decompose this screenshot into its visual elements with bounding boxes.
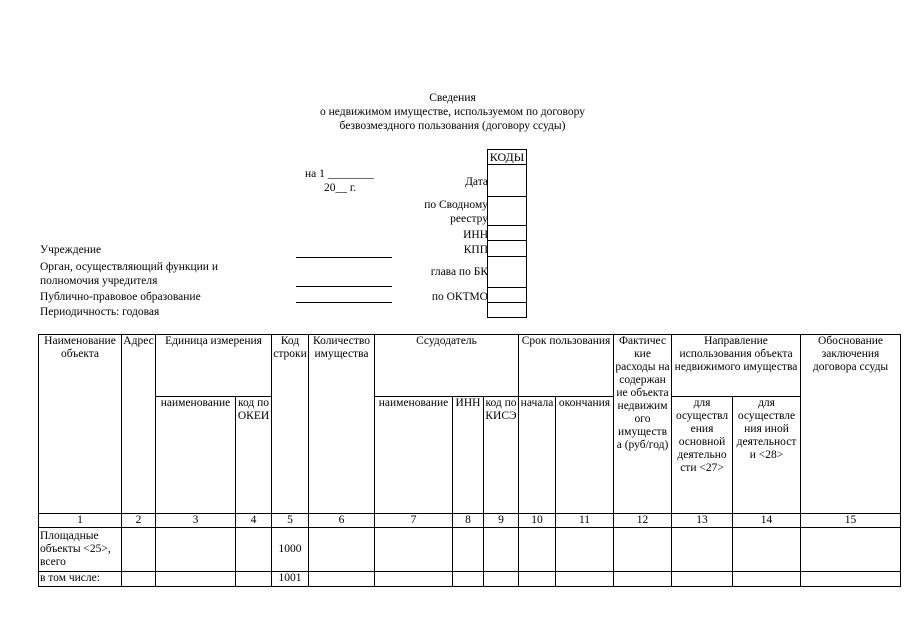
header-unit: Единица измерения [156,335,272,397]
cell[interactable] [122,528,156,572]
codes-label-registry-1: по Сводному [424,199,488,211]
cell[interactable] [453,572,484,587]
colnum-12: 12 [614,514,672,528]
colnum-3: 3 [156,514,236,528]
codes-label-registry-2: реестру [450,213,488,225]
report-title: Сведения [429,92,476,104]
cell[interactable] [556,528,614,572]
label-authority-2: полномочия учредителя [40,275,158,287]
cell[interactable] [484,528,519,572]
colnum-13: 13 [672,514,733,528]
header-unit-name: наименование [156,397,236,514]
cell[interactable] [733,528,801,572]
cell[interactable] [156,572,236,587]
header-lender-kise: код по КИСЭ [484,397,519,514]
header-lender: Ссудодатель [375,335,519,397]
colnum-7: 7 [375,514,453,528]
cell[interactable] [122,572,156,587]
header-direction-other: для осуществле ния иной деятельност и <28> [733,397,801,514]
codes-label-bk: глава по БК [430,266,488,278]
header-address: Адрес [122,335,156,514]
code-cell-date[interactable] [488,165,527,197]
header-justification: Обоснование заключения договора ссуды [801,335,901,514]
property-table [38,334,901,587]
colnum-9: 9 [484,514,519,528]
header-direction-main: для осуществл ения основной деятельно сти <27> [672,397,733,514]
header-row-code: Код строки [272,335,309,514]
report-subtitle-line2: безвозмездного пользования (договору ссуды) [339,120,566,132]
header-lender-name: наименование [375,397,453,514]
colnum-11: 11 [556,514,614,528]
date-prefix: на 1 ________ [305,168,374,180]
label-institution: Учреждение [40,244,102,256]
cell[interactable] [453,528,484,572]
colnum-14: 14 [733,514,801,528]
header-term-end: окончания [556,397,614,514]
cell[interactable] [672,572,733,587]
institution-field[interactable] [296,257,392,258]
label-entity: Публично-правовое образование [40,291,201,303]
code-cell-oktmo[interactable] [488,288,527,303]
row-code-including: 1001 [272,572,309,587]
codes-box [487,149,527,318]
cell[interactable] [375,572,453,587]
cell[interactable] [156,528,236,572]
cell[interactable] [801,572,901,587]
code-cell-extra[interactable] [488,303,527,318]
cell[interactable] [519,572,556,587]
colnum-5: 5 [272,514,309,528]
header-direction: Направление использования объекта недвижимого имущества [672,335,801,397]
row-code-total: 1000 [272,528,309,572]
cell[interactable] [672,528,733,572]
codes-label-date: Дата [465,176,488,188]
codes-label-kpp: КПП [463,244,488,256]
cell[interactable] [614,572,672,587]
cell[interactable] [519,528,556,572]
date-year: 20__ г. [324,182,357,194]
label-periodicity: Периодичность: годовая [40,306,160,318]
header-term-start: начала [519,397,556,514]
header-actual-costs: Фактичес кие расходы на содержан ие объекта недвижим ого имуществ а (руб/год) [614,335,672,514]
cell[interactable] [309,528,375,572]
cell[interactable] [375,528,453,572]
colnum-2: 2 [122,514,156,528]
cell[interactable] [614,528,672,572]
cell[interactable] [236,572,272,587]
cell[interactable] [556,572,614,587]
cell[interactable] [236,528,272,572]
code-cell-registry[interactable] [488,197,527,226]
header-lender-inn: ИНН [453,397,484,514]
cell[interactable] [801,528,901,572]
cell[interactable] [484,572,519,587]
colnum-1: 1 [39,514,122,528]
code-cell-kpp[interactable] [488,241,527,257]
codes-header: КОДЫ [488,150,527,165]
code-cell-inn[interactable] [488,226,527,241]
row-label-total: Площадные объекты <25>, всего [39,528,122,572]
codes-label-oktmo: по ОКТМО [431,291,488,303]
colnum-10: 10 [519,514,556,528]
codes-label-inn: ИНН [463,229,488,241]
cell[interactable] [309,572,375,587]
entity-field[interactable] [296,302,392,303]
report-subtitle-line1: о недвижимом имуществе, используемом по договору [320,106,585,118]
cell[interactable] [733,572,801,587]
colnum-4: 4 [236,514,272,528]
colnum-8: 8 [453,514,484,528]
colnum-15: 15 [801,514,901,528]
header-name: Наименование объекта [39,335,122,514]
header-unit-code: код по ОКЕИ [236,397,272,514]
row-label-including: в том числе: [39,572,122,587]
code-cell-bk[interactable] [488,257,527,288]
label-authority-1: Орган, осуществляющий функции и [40,261,218,273]
header-quantity: Количество имущества [309,335,375,514]
colnum-6: 6 [309,514,375,528]
authority-field[interactable] [296,286,392,287]
header-term: Срок пользования [519,335,614,397]
